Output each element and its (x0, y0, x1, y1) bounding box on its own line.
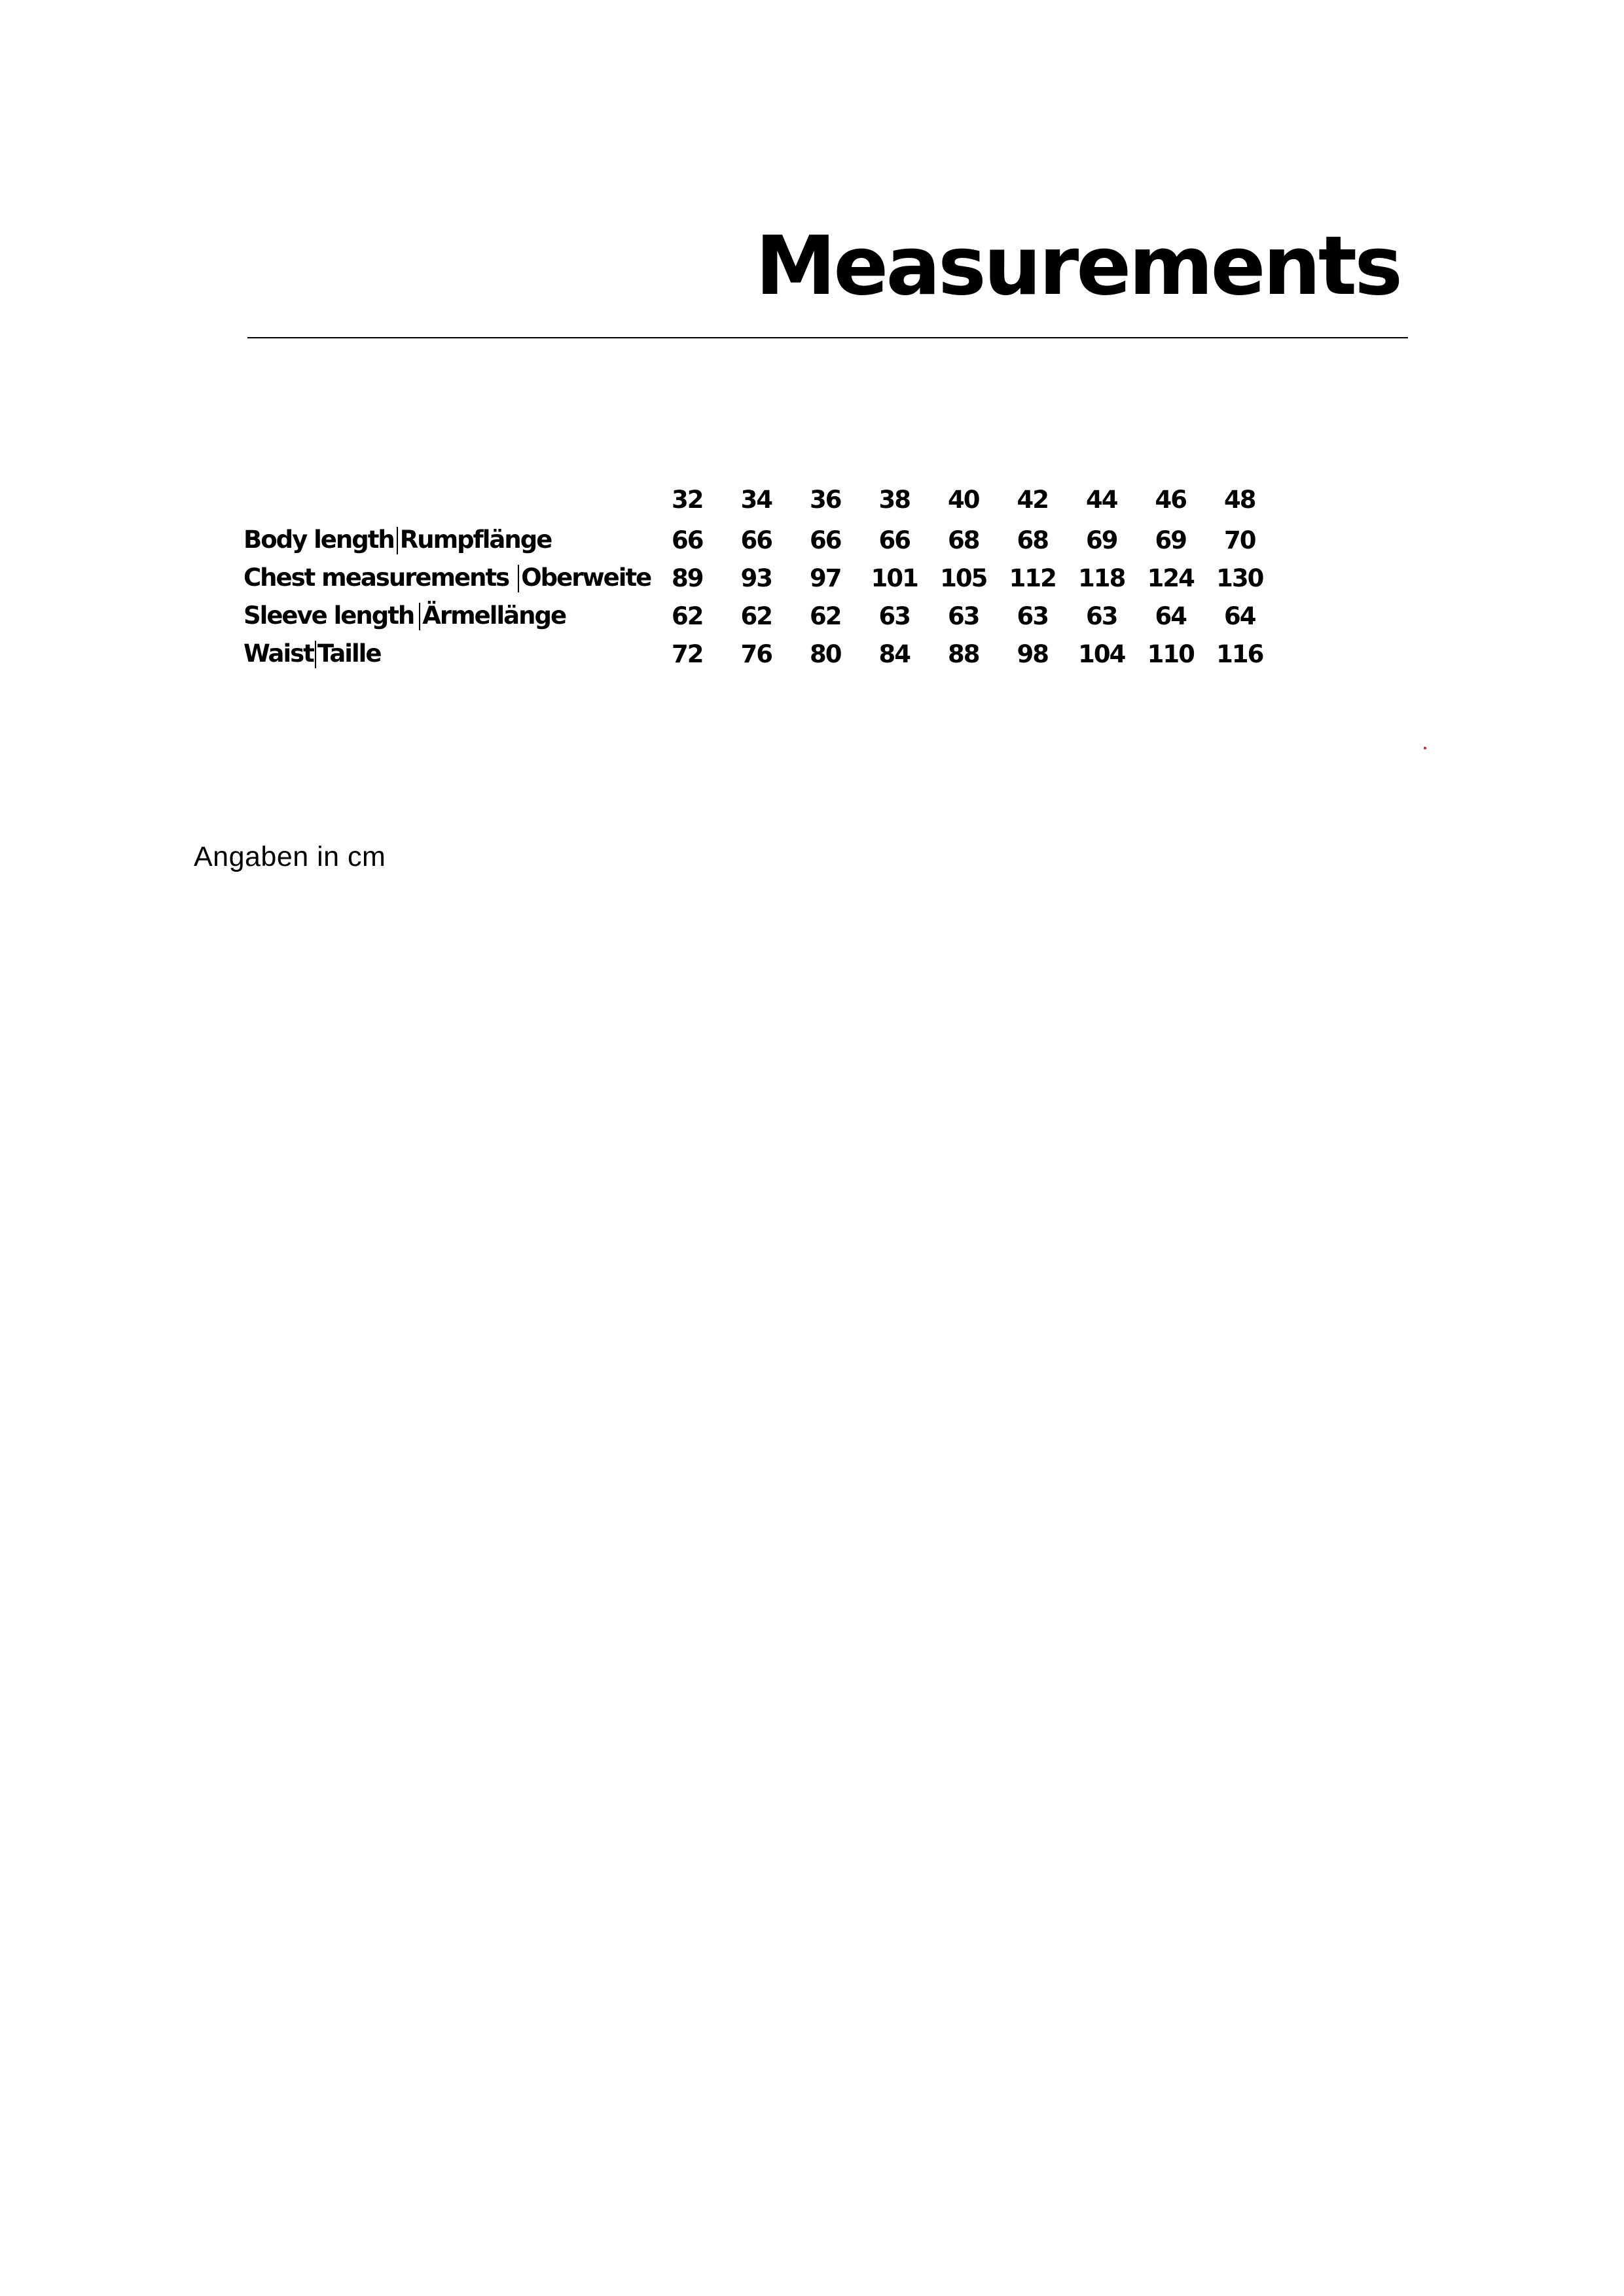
row-label (244, 635, 653, 673)
table-cell: 97 (810, 564, 841, 592)
label-separator (419, 603, 420, 630)
table-cell: 66 (810, 526, 841, 554)
size-header-40: 40 (948, 485, 979, 514)
label-de: Ärmellänge (422, 601, 566, 630)
size-header-36: 36 (810, 485, 841, 514)
table-cell: 63 (1017, 601, 1048, 630)
table-cell: 63 (948, 601, 979, 630)
table-cell: 68 (1017, 526, 1048, 554)
table-cell: 72 (672, 639, 703, 668)
label-de: Oberweite (521, 563, 651, 592)
size-header-44: 44 (1086, 485, 1117, 514)
table-cell: 93 (740, 564, 772, 592)
table-cell: 66 (878, 526, 910, 554)
table-cell: 76 (740, 639, 772, 668)
table-cell: 104 (1078, 639, 1125, 668)
table-cell: 70 (1224, 526, 1255, 554)
table-cell: 69 (1155, 526, 1186, 554)
table-row-waist (244, 635, 1274, 673)
row-label (244, 559, 653, 597)
label-separator (315, 641, 316, 668)
table-cell: 62 (740, 601, 772, 630)
size-header-42: 42 (1017, 485, 1048, 514)
table-cell: 63 (1086, 601, 1117, 630)
size-header-32: 32 (672, 485, 703, 514)
label-de: Rumpflänge (399, 525, 552, 554)
table-cell: 118 (1078, 564, 1125, 592)
table-cell: 98 (1017, 639, 1048, 668)
table-row-chest (244, 559, 1274, 597)
size-header-38: 38 (878, 485, 910, 514)
label-de: Taille (317, 639, 381, 668)
size-header-46: 46 (1155, 485, 1186, 514)
table-row-sleeve-length (244, 597, 1274, 635)
table-cell: 80 (810, 639, 841, 668)
table-cell: 89 (672, 564, 703, 592)
size-chart (244, 478, 1278, 673)
label-separator (397, 527, 398, 554)
table-cell: 112 (1009, 564, 1056, 592)
table-cell: 63 (878, 601, 910, 630)
label-separator (518, 565, 519, 592)
table-cell: 62 (672, 601, 703, 630)
label-en: Body length (244, 525, 394, 554)
size-header-48: 48 (1224, 485, 1255, 514)
table-cell: 130 (1216, 564, 1263, 592)
row-label (244, 521, 653, 559)
table-cell: 69 (1086, 526, 1117, 554)
table-row-body-length (244, 521, 1274, 559)
table-cell: 101 (871, 564, 918, 592)
title-divider (247, 337, 1408, 338)
table-cell: 116 (1216, 639, 1263, 668)
page-title: Measurements (755, 219, 1400, 314)
size-table (244, 478, 1274, 673)
table-cell: 64 (1224, 601, 1255, 630)
header-spacer (244, 478, 653, 521)
table-cell: 64 (1155, 601, 1186, 630)
label-en: Chest measurements (244, 563, 509, 592)
table-cell: 66 (740, 526, 772, 554)
units-note: Angaben in cm (194, 841, 386, 872)
table-cell: 62 (810, 601, 841, 630)
label-en: Sleeve length (244, 601, 414, 630)
table-cell: 84 (878, 639, 910, 668)
size-header-row (244, 478, 1274, 521)
label-en: Waist (244, 639, 314, 668)
table-cell: 68 (948, 526, 979, 554)
size-header-34: 34 (740, 485, 772, 514)
table-cell: 88 (948, 639, 979, 668)
table-cell: 105 (940, 564, 987, 592)
stray-mark (1424, 747, 1426, 749)
table-cell: 110 (1147, 639, 1194, 668)
row-label (244, 597, 653, 635)
table-cell: 66 (672, 526, 703, 554)
table-cell: 124 (1147, 564, 1194, 592)
